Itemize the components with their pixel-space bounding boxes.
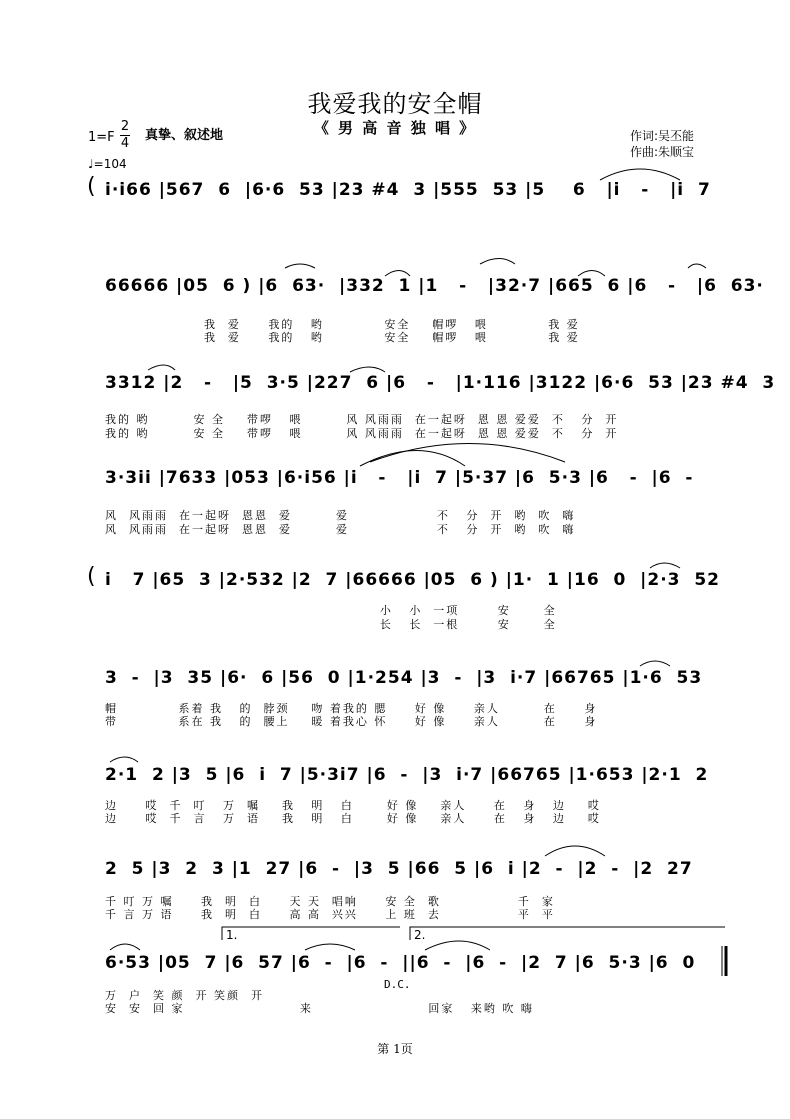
time-numerator: 2 bbox=[120, 119, 130, 134]
slur-row9a bbox=[110, 944, 140, 950]
slur-row3b bbox=[350, 367, 385, 372]
slur-row5 bbox=[650, 563, 680, 568]
lyric-verse-1: 风 风雨雨 在一起呀 恩恩 爱 爱 不 分 开 哟 吹 嗨 bbox=[105, 509, 576, 522]
slur-row6 bbox=[640, 661, 670, 666]
volta-1-label: 1. bbox=[226, 928, 238, 942]
time-denominator: 4 bbox=[120, 136, 130, 151]
notation-line: i 7 |65 3 |2·532 |2 7 |66666 |05 6 ) |1· 1 |16 0 |2·3 52 bbox=[105, 570, 720, 590]
expression-mark: 真挚、叙述地 bbox=[145, 128, 224, 143]
notation-line: 66666 |05 6 ) |6 63· |332 1 |1 - |32·7 |665 6 |6 - |6 63· bbox=[105, 276, 764, 296]
slur-row2e bbox=[688, 264, 706, 268]
slur-row2b bbox=[385, 271, 410, 277]
lyric-verse-1: 千 叮 万 嘱 我 明 白 天 天 唱响 安 全 歌 千 家 bbox=[105, 895, 555, 908]
lyric-verse-2: 风 风雨雨 在一起呀 恩恩 爱 爱 不 分 开 哟 吹 嗨 bbox=[105, 523, 576, 536]
lyric-verse-2: 长 长 一根 安 全 bbox=[105, 618, 557, 631]
notation-line: 2·1 2 |3 5 |6 i 7 |5·3i7 |6 - |3 i·7 |66765 |1·653 |2·1 2 bbox=[105, 765, 709, 785]
lyric-verse-1: 帽 系着 我 的 脖颈 吻 着我的 腮 好 像 亲人 在 身 bbox=[105, 702, 598, 715]
song-title: 我爱我的安全帽 bbox=[307, 90, 483, 118]
lyric-verse-2: 安 安 回 家 来 回家 来哟 吹 嗨 bbox=[105, 1002, 534, 1015]
notation-line: 3·3ii |7633 |053 |6·i56 |i - |i 7 |5·37 |6 5·3 |6 - |6 - bbox=[105, 468, 694, 488]
repeat-open-paren: ( bbox=[87, 564, 96, 589]
song-subtitle: 《 男 高 音 独 唱 》 bbox=[313, 119, 477, 137]
notation-line: 6·53 |05 7 |6 57 |6 - |6 - ||6 - |6 - |2 7 |6 5·3 |6 0 bbox=[105, 953, 696, 973]
slur-row7 bbox=[110, 757, 138, 762]
lyric-verse-1: 边 哎 千 叮 万 嘱 我 明 白 好 像 亲人 在 身 边 哎 bbox=[105, 799, 601, 812]
tempo-mark: ♩=104 bbox=[88, 157, 127, 171]
repeat-open-paren: ( bbox=[87, 174, 96, 199]
slur-row8 bbox=[545, 846, 605, 856]
slur-row2d bbox=[578, 271, 605, 277]
slur-row4 bbox=[360, 451, 465, 467]
lyric-verse-1: 我的 哟 安 全 带啰 喂 风 风雨雨 在一起呀 恩 恩 爱爱 不 分 开 bbox=[105, 413, 619, 426]
notation-line: 2 5 |3 2 3 |1 27 |6 - |3 5 |66 5 |6 i |2 - |2 - |2 27 bbox=[105, 859, 693, 879]
lyric-verse-2: 边 哎 千 言 万 语 我 明 白 好 像 亲人 在 身 边 哎 bbox=[105, 812, 601, 825]
slur-row4b bbox=[370, 444, 565, 463]
slur-row1 bbox=[600, 169, 680, 180]
lyric-verse-1: 我 爱 我的 哟 安全 帽啰 喂 我 爱 bbox=[105, 318, 580, 331]
slur-row9b bbox=[305, 944, 355, 950]
key-signature: 1=F bbox=[88, 130, 115, 145]
slur-row2c bbox=[480, 259, 515, 265]
slur-row3a bbox=[148, 365, 175, 370]
notation-line: i·i66 |567 6 |6·6 53 |23 #4 3 |555 53 |5 6 |i - |i 7 bbox=[105, 180, 711, 200]
lyric-verse-1: 小 小 一项 安 全 bbox=[105, 604, 557, 617]
notation-line: 3 - |3 35 |6· 6 |56 0 |1·254 |3 - |3 i·7 |66765 |1·6 53 bbox=[105, 668, 703, 688]
slur-row9c bbox=[425, 941, 490, 950]
da-capo-mark: D.C. bbox=[384, 978, 411, 991]
lyric-verse-1: 万 户 笑 颜 开 笑颜 开 bbox=[105, 989, 264, 1002]
lyric-verse-2: 我的 哟 安 全 带啰 喂 风 风雨雨 在一起呀 恩 恩 爱爱 不 分 开 bbox=[105, 427, 619, 440]
composer-credit: 作曲:朱顺宝 bbox=[630, 145, 695, 159]
notation-line: 3312 |2 - |5 3·5 |227 6 |6 - |1·116 |3122 |6·6 53 |23 #4 3 bbox=[105, 373, 776, 393]
lyric-verse-2: 带 系在 我 的 腰上 暖 着我心 怀 好 像 亲人 在 身 bbox=[105, 715, 598, 728]
page-number: 第 1页 bbox=[377, 1042, 413, 1056]
lyric-verse-2: 千 言 万 语 我 明 白 高 高 兴兴 上 班 去 平 平 bbox=[105, 908, 555, 921]
volta-2-bracket bbox=[410, 927, 725, 940]
slur-row2a bbox=[285, 264, 315, 268]
volta-2-label: 2. bbox=[414, 928, 426, 942]
volta-1-bracket bbox=[222, 927, 400, 940]
lyric-verse-2: 我 爱 我的 哟 安全 帽啰 喂 我 爱 bbox=[105, 331, 580, 344]
lyricist-credit: 作词:吴丕能 bbox=[630, 129, 695, 143]
